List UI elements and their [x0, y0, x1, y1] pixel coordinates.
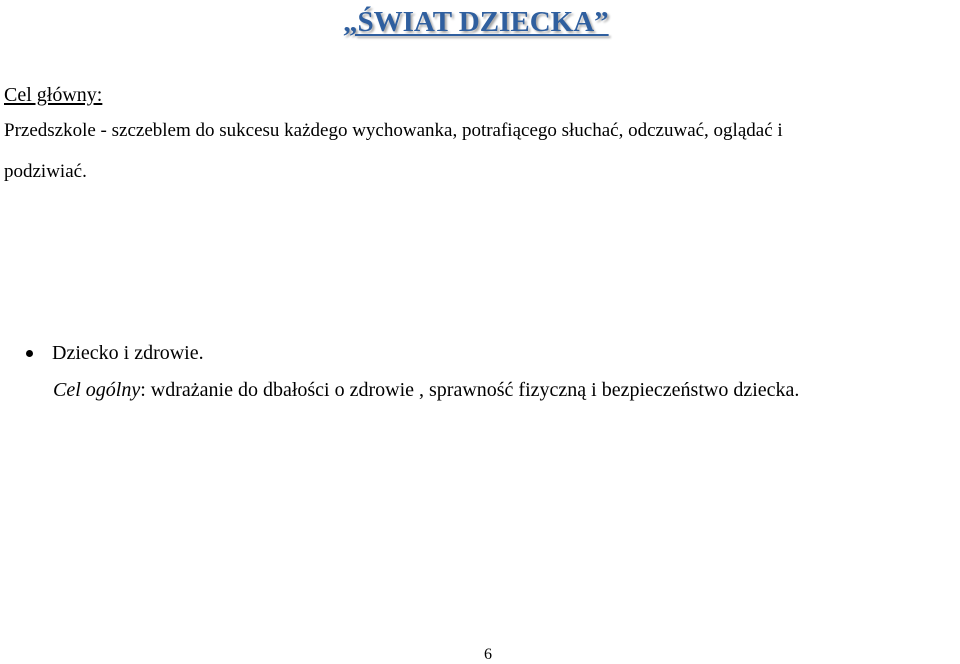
page-title: „ŚWIAT DZIECKA”	[343, 6, 609, 38]
general-goal-label: Cel ogólny	[53, 379, 141, 401]
bullet-icon	[26, 350, 33, 357]
general-goal-text: : wdrażanie do dbałości o zdrowie , sprawność fizyczną i bezpieczeństwo dziecka.	[140, 379, 800, 401]
bullet-list-item	[26, 342, 204, 365]
bullet-text: Dziecko i zdrowie.	[52, 342, 204, 364]
page-number: 6	[484, 646, 492, 663]
main-goal-label: Cel główny:	[4, 84, 103, 106]
general-goal	[53, 379, 799, 402]
main-goal-text-line1: Przedszkole - szczeblem do sukcesu każdego wychowanka, potrafiącego słuchać, odczuwać, oglądać i	[4, 120, 783, 141]
main-goal-text-line2: podziwiać.	[4, 161, 87, 182]
